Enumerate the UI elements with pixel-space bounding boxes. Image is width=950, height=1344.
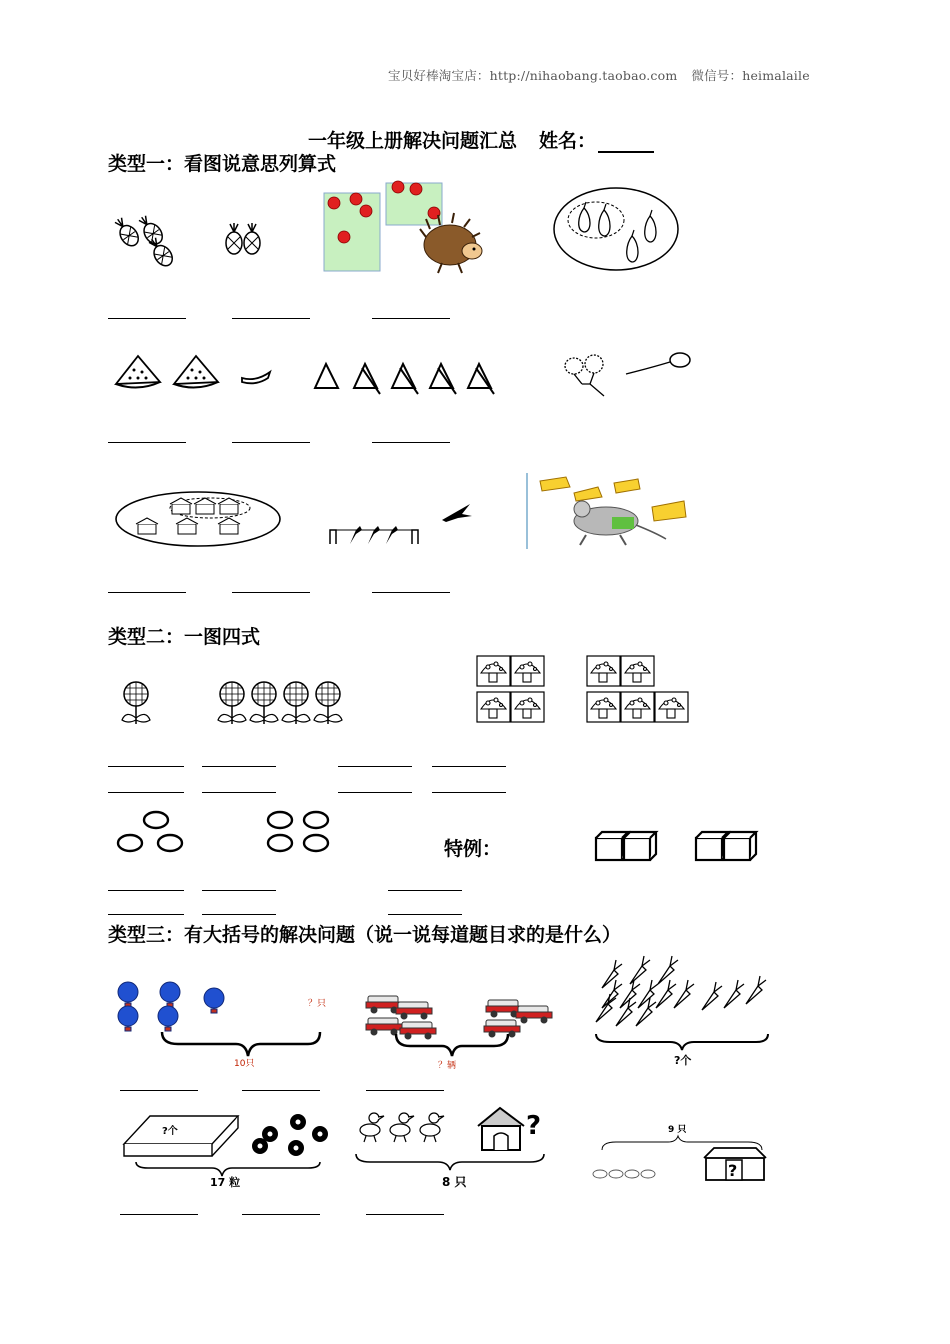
triangle-crossed-icon [430,364,456,394]
answer-line[interactable] [372,442,450,443]
pineapple-group-three [112,212,192,272]
cheese-icon [574,487,602,501]
ambulance-icon [516,1006,552,1023]
answer-line[interactable] [108,792,184,793]
answer-line[interactable] [108,592,186,593]
hot-air-balloon-icon [118,982,138,1007]
cars-question-label: ？辆 [438,1061,457,1071]
bead-icon [290,1114,306,1130]
answer-line[interactable] [232,592,310,593]
ambulance-icon [400,1022,436,1039]
hot-air-balloons-picture [112,978,342,1070]
balloons-total-label: 10只 [234,1059,255,1069]
mushroom-grid-five [586,655,690,723]
rabbit-icon [593,1170,607,1178]
answer-line[interactable] [120,1090,198,1091]
shop-header [388,66,810,84]
page-title [308,126,654,153]
curly-brace [596,1034,768,1050]
carrot-icon [656,980,676,1008]
carrot-icon [724,980,744,1008]
pineapple-icon [244,223,260,254]
answer-line[interactable] [232,318,310,319]
section-type3-heading: 类型三：有大括号的解决问题（说一说每道题目求的是什么） [108,924,622,946]
balloons-question-label: ？只 [308,999,327,1009]
carrot-icon [630,956,650,984]
answer-line[interactable] [120,1214,198,1215]
pineapple-icon [111,215,142,250]
circle-icon [268,812,292,828]
triangles-picture [312,360,498,396]
rabbits-total-label: 9 只 [668,1125,687,1135]
pears-in-oval-picture [552,186,682,272]
sunflower-icon [250,682,278,724]
answer-line[interactable] [338,766,412,767]
houses-in-oval-picture [114,490,282,548]
birds-on-wire-picture [326,500,476,548]
cheese-icon [540,477,570,491]
circle-icon [144,812,168,828]
name-label: 姓名： [539,130,597,152]
watermelon-slice-icon [116,356,160,388]
bird-icon [386,526,398,544]
hot-air-balloon-icon [158,1006,178,1031]
carrots-picture [584,950,784,1068]
carrot-icon [746,976,766,1004]
circle-icon [118,835,142,851]
sunflower-icon [218,682,246,724]
answer-line[interactable] [242,1090,320,1091]
answer-line[interactable] [202,792,276,793]
carrots-question-label: ?个 [674,1054,692,1067]
box-question-label: ?个 [162,1126,178,1137]
triangle-crossed-icon [354,364,380,394]
rabbit-icon [641,1170,655,1178]
pineapple-icon [226,223,242,254]
circle-icon [158,835,182,851]
rabbits-and-house-picture [588,1120,778,1186]
bird-icon [368,526,380,544]
apple-icon [350,193,362,205]
answer-line[interactable] [372,318,450,319]
carrot-icon [602,960,622,988]
answer-line[interactable] [108,766,184,767]
ambulance-icon [366,1018,402,1035]
bead-icon [312,1126,328,1142]
carrot-icon [702,982,722,1010]
duck-icon [390,1113,414,1142]
sunflower-icon [314,682,342,724]
curly-brace [356,1154,544,1170]
apple-icon [392,181,404,193]
sunflower-icon [122,682,150,724]
cheese-icon [614,479,640,493]
answer-line[interactable] [202,890,276,891]
sunflower-four-picture [214,680,354,726]
answer-line[interactable] [372,592,450,593]
circle-icon [268,835,292,851]
box-icon [124,1116,238,1156]
sunflower-icon [282,682,310,724]
name-blank[interactable] [598,133,654,153]
triangle-crossed-icon [392,364,418,394]
ambulances-picture [362,990,560,1070]
special-case-label: 特例： [444,838,502,860]
section-type2-heading: 类型二：一图四式 [108,626,261,648]
circles-three-picture [114,810,186,854]
box-and-beads-picture [120,1110,340,1192]
rabbit-icon [625,1170,639,1178]
balloons-picture [560,350,694,398]
answer-line[interactable] [366,1214,444,1215]
sunflower-single-picture [116,680,160,726]
bead-icon [288,1140,304,1156]
balloon-flying-icon [626,353,690,374]
answer-line[interactable] [432,766,506,767]
cube-icon [724,832,756,860]
answer-line[interactable] [232,442,310,443]
ducks-and-house-picture [354,1104,554,1190]
triangle-icon [315,364,338,388]
ambulance-icon [484,1020,520,1037]
rabbit-icon [609,1170,623,1178]
apple-icon [410,183,422,195]
pineapple-icon [135,213,166,248]
beads-total-label: 17 粒 [210,1176,241,1189]
apple-trees-hedgehog-picture [322,175,484,277]
balloon-icon [565,358,583,374]
duck-icon [360,1113,384,1142]
mouse-cheese-picture [526,473,698,549]
answer-line[interactable] [108,890,184,891]
circle-icon [304,812,328,828]
title-main: 一年级上册解决问题汇总 [308,130,518,152]
apple-icon [328,197,340,209]
circle-icon [304,835,328,851]
answer-line[interactable] [108,914,184,915]
curly-brace [162,1032,320,1056]
pineapple-group-two [220,215,270,265]
answer-line[interactable] [202,766,276,767]
rabbit-house-question-mark: ? [728,1161,738,1180]
ducks-total-label: 8 只 [442,1175,467,1189]
curly-brace [136,1162,320,1176]
answer-line[interactable] [242,1214,320,1215]
cube-icon [624,832,656,860]
apple-icon [338,231,350,243]
answer-line[interactable] [202,914,276,915]
duck-icon [420,1113,444,1142]
carrot-icon [636,998,656,1026]
circles-four-picture [264,810,334,854]
hot-air-balloon-icon [204,988,224,1013]
house-question-mark: ? [526,1111,542,1141]
apple-icon [360,205,372,217]
answer-line[interactable] [366,1090,444,1091]
hot-air-balloon-icon [160,982,180,1007]
answer-line[interactable] [388,890,462,891]
bird-icon [350,526,362,544]
ambulance-icon [396,1002,432,1019]
triangle-crossed-icon [468,364,494,394]
answer-line[interactable] [388,914,462,915]
carrot-icon [658,956,678,984]
cubes-pair-right [694,830,758,862]
carrot-icon [674,980,694,1008]
watermelon-slice-icon [174,356,218,388]
balloon-icon [585,355,603,373]
answer-line[interactable] [108,318,186,319]
shop-url-text: 宝贝好棒淘宝店：http://nihaobang.taobao.com [388,68,678,83]
watermelon-slices-picture [112,352,282,392]
answer-line[interactable] [432,792,506,793]
watermelon-rind-icon [242,372,270,383]
mushroom-grid-four [476,655,546,723]
house-question-icon [478,1108,524,1150]
carrot-icon [620,980,640,1008]
answer-line[interactable] [108,442,186,443]
bird-flying-icon [442,504,472,522]
hot-air-balloon-icon [118,1006,138,1031]
cubes-pair-left [594,830,658,862]
section-type1-heading: 类型一：看图说意思列算式 [108,153,337,175]
wechat-text: 微信号：heimalaile [691,68,810,83]
answer-line[interactable] [338,792,412,793]
carrot-icon [638,980,658,1008]
bead-icon [252,1138,268,1154]
cheese-icon [652,501,686,521]
